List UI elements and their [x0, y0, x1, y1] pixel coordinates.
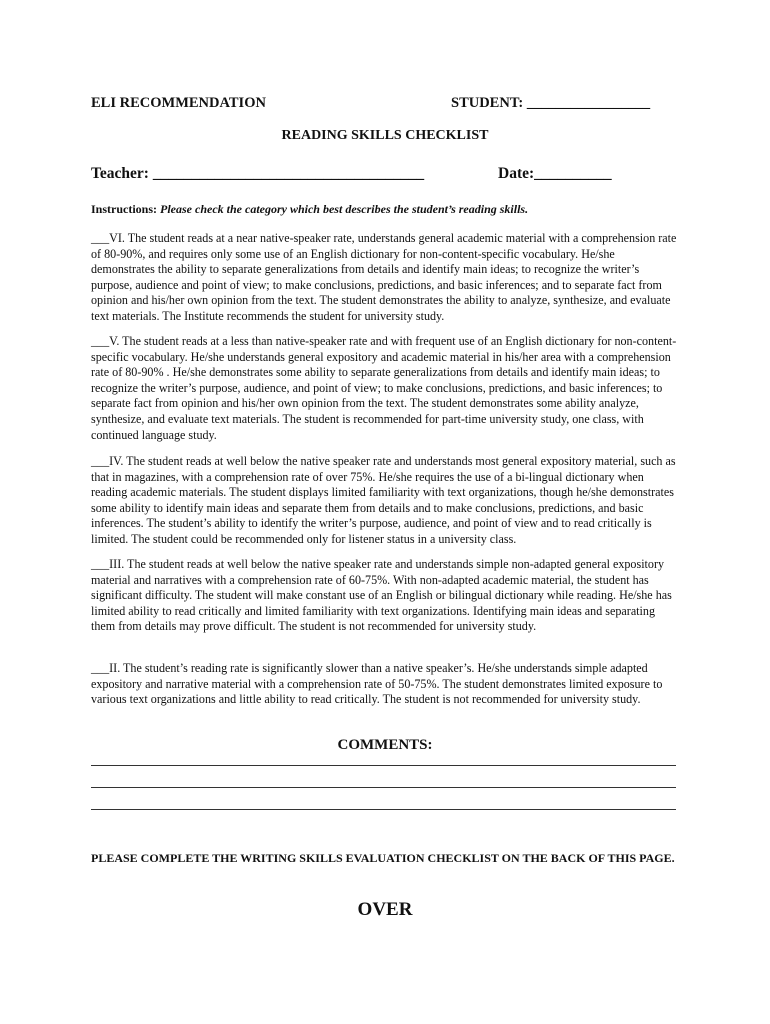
category-vi [91, 231, 681, 325]
instructions [91, 201, 528, 217]
category-iv [91, 454, 681, 548]
over-label: OVER [357, 899, 413, 920]
category-iv-text: IV. The student reads at well below the native speaker rate and understands most general expository material, such as that in magazines, with a comprehension rate of over 75%. He/she requires the use of a bi-lingual dictionary when reading academic materials. The student displays limited familiarity with text organizations, though he/she demonstrates some ability to identify main ideas and separate them from details and to make conclusions, predictions, and basic inferences. The student’s ability to identify the writer’s purpose, audience, and point of view and to read critically is limited. The student could be recommended only for listener status in a university class. [91, 454, 676, 546]
category-iv-checkbox[interactable]: ___ [91, 454, 110, 468]
instructions-text: Please check the category which best describes the student’s reading skills. [160, 202, 529, 216]
teacher-field[interactable]: Teacher: ___________________________________ [91, 165, 425, 182]
category-vi-text: VI. The student reads at a near native-speaker rate, understands general academic material with a comprehension rate of 80-90%, and requires only some use of an English dictionary for non-content-specific vocabulary. He/she demonstrates the ability to separate generalizations from details and identify main ideas; to recognize the writer’s purpose, audience and point of view; to make conclusions, predictions, and basic inferences; and to separate fact from opinion and his/her own opinion from the text. The student demonstrates the ability to analyze, synthesize, and evaluate text materials. The Institute recommends the student for university study. [91, 231, 677, 323]
form-title: READING SKILLS CHECKLIST [281, 128, 489, 143]
category-v-text: V. The student reads at a less than native-speaker rate and with frequent use of an English dictionary for non-content-specific vocabulary. He/she understands general expository and academic material in his/her area with a comprehension rate of 80-90% . He/she demonstrates some ability to separate generalizations from details and identify main ideas; to recognize the writer’s purpose, audience, and point of view; to make conclusions, predictions, and basic inferences; to separate fact from opinion and his/her own opinion from the text. The student demonstrates some ability analyze, synthesize, and evaluate text materials. The student is recommended for part-time university study, one class, with continued language study. [91, 334, 677, 442]
category-ii [91, 661, 681, 708]
date-field[interactable]: Date:__________ [498, 165, 612, 182]
category-ii-text: II. The student’s reading rate is significantly slower than a native speaker’s. He/she understands simple adapted expository and narrative material with a comprehension rate of 50-75%. The student demonstrates limited exposure to various text organizations and little ability to read critically. The student is not recommended for university study. [91, 661, 663, 707]
category-vi-checkbox[interactable]: ___ [91, 231, 110, 245]
back-notice: PLEASE COMPLETE THE WRITING SKILLS EVALUATION CHECKLIST ON THE BACK OF THIS PAGE. [91, 851, 675, 865]
category-iii [91, 557, 681, 635]
comments-heading: COMMENTS: [337, 737, 433, 753]
comment-line[interactable] [91, 765, 676, 766]
comment-line[interactable] [91, 787, 676, 788]
category-v [91, 334, 681, 443]
comment-line[interactable] [91, 809, 676, 810]
category-ii-checkbox[interactable]: ___ [91, 661, 110, 675]
category-v-checkbox[interactable]: ___ [91, 334, 110, 348]
category-iii-text: III. The student reads at well below the native speaker rate and understands simple non-adapted general expository material and narratives with a comprehension rate of 60-75%. With non-adapted academic material, the student has significant difficulty. The student will make constant use of an English or bilingual dictionary while reading. He/she has limited ability to read critically and limited familiarity with text organizations. Identifying main ideas and separating them from details may prove difficult. The student is not recommended for university study. [91, 557, 672, 634]
document-title: ELI RECOMMENDATION [91, 95, 266, 111]
student-name-field[interactable]: STUDENT: _________________ [451, 95, 651, 111]
instructions-label: Instructions: [91, 202, 158, 216]
category-iii-checkbox[interactable]: ___ [91, 557, 110, 571]
